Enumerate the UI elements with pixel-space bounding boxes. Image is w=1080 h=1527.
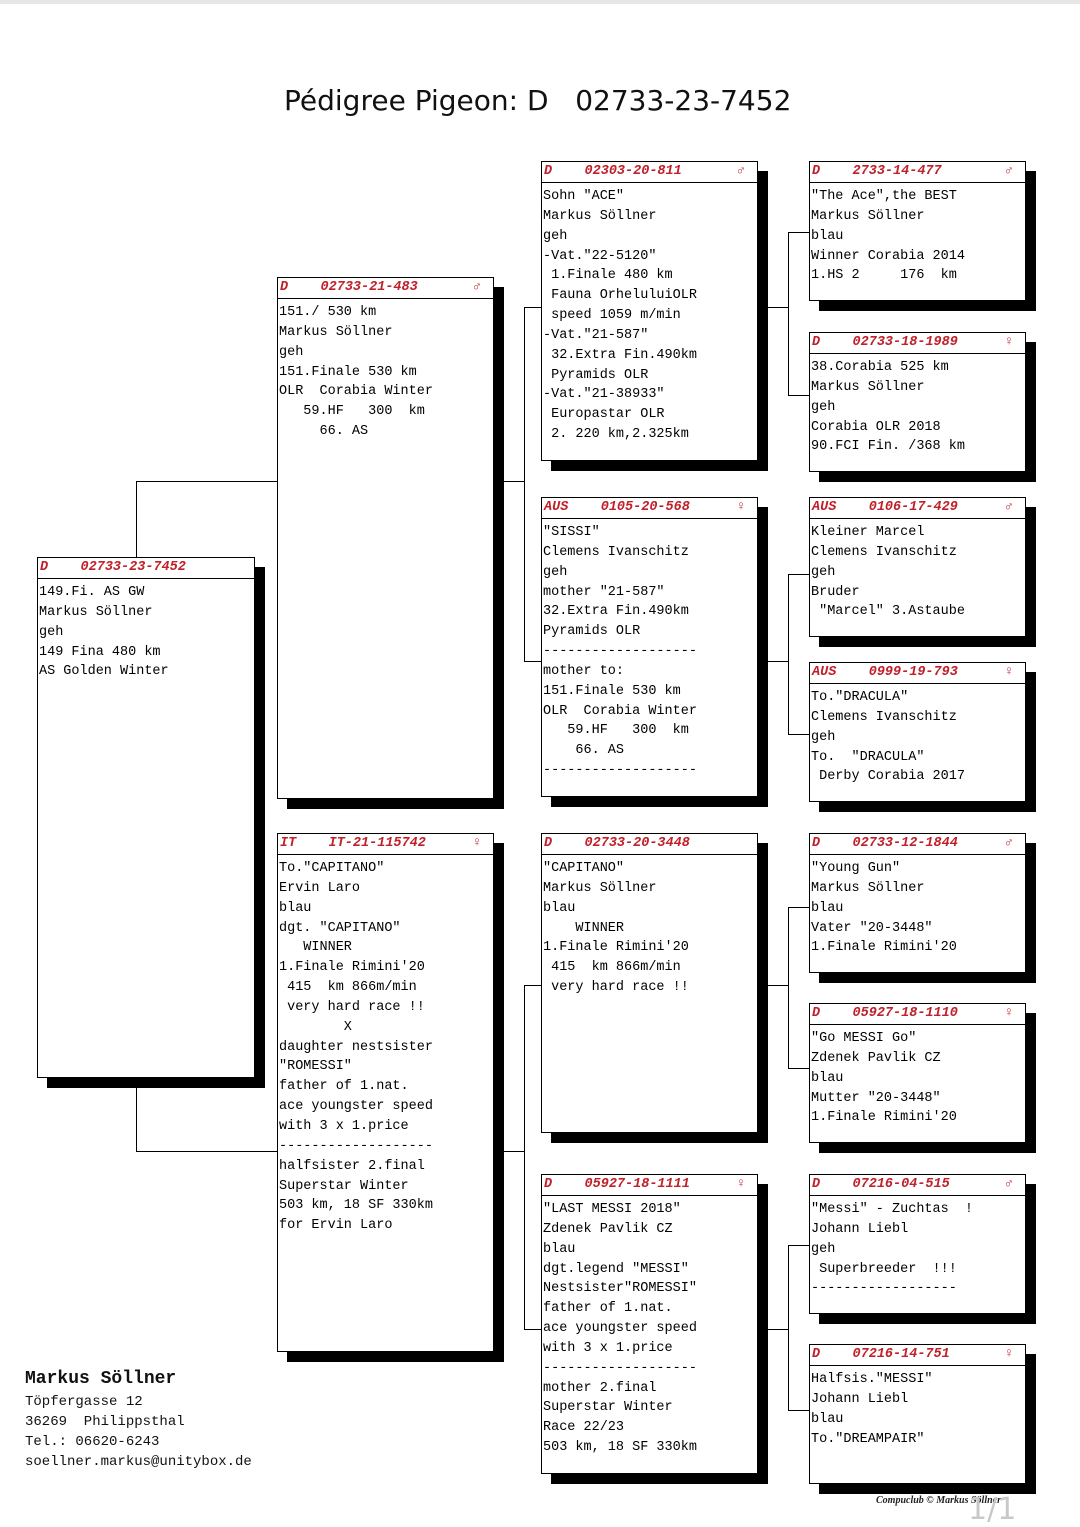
pigeon-card-ancestor xyxy=(809,1003,1026,1143)
card-line: blau xyxy=(811,1411,844,1427)
connector-line xyxy=(524,307,525,662)
connector-line xyxy=(788,574,810,575)
card-line: Race 22/23 xyxy=(543,1420,625,1436)
card-body xyxy=(278,855,493,1236)
connector-line xyxy=(788,232,810,233)
card-line: To."CAPITANO" xyxy=(279,861,385,876)
card-header xyxy=(542,498,757,519)
header-spacer xyxy=(820,1177,852,1192)
female-symbol-icon: ♀ xyxy=(1004,335,1013,350)
card-line: "Marcel" 3.Astaube xyxy=(811,604,965,620)
card-line: Clemens Ivanschitz xyxy=(811,709,957,725)
card-header xyxy=(810,498,1025,519)
pigeon-card-dam-dam xyxy=(541,1174,758,1474)
country-code: D xyxy=(544,1177,553,1192)
card-header xyxy=(278,834,493,855)
female-symbol-icon: ♀ xyxy=(1004,1347,1013,1362)
card-line: WINNER xyxy=(279,940,352,956)
card-line: geh xyxy=(543,228,568,244)
card-line: ------------------- xyxy=(279,1138,433,1154)
card-line: Winner Corabia 2014 xyxy=(811,248,965,264)
card-line: "Messi" - Zuchtas ! xyxy=(811,1202,974,1217)
card-line: geh xyxy=(811,729,836,745)
ring-number: 0106-17-429 xyxy=(868,500,958,515)
card-line: 149.Fi. AS GW xyxy=(39,585,145,600)
card-line: geh xyxy=(543,564,568,580)
page-mark: 1/1 xyxy=(968,1492,1017,1527)
card-line: 503 km, 18 SF 330km xyxy=(279,1198,433,1214)
country-code: D xyxy=(544,836,553,851)
card-header xyxy=(810,162,1025,183)
connector-line xyxy=(788,734,810,735)
card-line: blau xyxy=(279,900,312,916)
card-line: 1.Finale Rimini'20 xyxy=(811,940,957,956)
connector-line xyxy=(524,661,542,662)
card-line: 1.HS 2 176 km xyxy=(811,268,957,284)
ring-number: IT-21-115742 xyxy=(328,836,426,851)
pigeon-card-ancestor xyxy=(809,497,1026,637)
card-line: Derby Corabia 2017 xyxy=(811,769,965,785)
card-line: "SISSI" xyxy=(543,525,600,540)
card-line: To."DRACULA" xyxy=(811,690,909,705)
pigeon-card-subject xyxy=(37,557,255,1078)
card-line: mother 2.final xyxy=(543,1380,657,1396)
card-line: Bruder xyxy=(811,584,860,600)
connector-line xyxy=(502,1151,524,1152)
pigeon-card-dam xyxy=(277,833,494,1352)
card-line: very hard race !! xyxy=(543,980,689,996)
header-spacer xyxy=(836,500,868,515)
male-symbol-icon: ♂ xyxy=(736,164,745,179)
country-code: D xyxy=(40,560,49,575)
header-spacer xyxy=(552,164,584,179)
card-line: Johann Liebl xyxy=(811,1391,909,1407)
card-line: Clemens Ivanschitz xyxy=(811,544,957,560)
card-header xyxy=(810,1004,1025,1025)
card-line: Johann Liebl xyxy=(811,1221,909,1237)
card-line: mother to: xyxy=(543,663,625,679)
card-body xyxy=(810,1196,1025,1299)
card-header xyxy=(810,1345,1025,1366)
connector-line xyxy=(788,232,789,396)
country-code: AUS xyxy=(812,665,837,680)
card-line: 66. AS xyxy=(279,424,369,440)
card-line: geh xyxy=(811,399,836,415)
female-symbol-icon: ♀ xyxy=(1004,1006,1013,1021)
ring-number: 07216-14-751 xyxy=(852,1347,950,1362)
pigeon-card-ancestor xyxy=(809,161,1026,301)
connector-line xyxy=(524,985,542,986)
card-line: Markus Söllner xyxy=(543,880,657,896)
card-line: 151.Finale 530 km xyxy=(543,683,681,699)
card-line: Markus Söllner xyxy=(811,208,925,224)
card-line: with 3 x 1.price xyxy=(279,1118,409,1134)
card-line: mother "21-587" xyxy=(543,584,665,600)
card-line: ------------------- xyxy=(543,644,697,660)
header-spacer xyxy=(552,836,584,851)
ring-number: 02733-18-1989 xyxy=(852,335,958,350)
header-spacer xyxy=(820,1006,852,1021)
card-line: 2. 220 km,2.325km xyxy=(543,427,689,443)
card-line: Mutter "20-3448" xyxy=(811,1090,941,1106)
owner-city: 36269 Philippsthal xyxy=(25,1414,185,1430)
pigeon-card-sire-sire xyxy=(541,161,758,461)
card-header xyxy=(810,834,1025,855)
card-body xyxy=(810,855,1025,958)
card-header xyxy=(810,663,1025,684)
card-line: 1.Finale Rimini'20 xyxy=(811,1110,957,1126)
connector-line xyxy=(136,481,137,558)
card-line: "Go MESSI Go" xyxy=(811,1031,917,1046)
card-line: AS Golden Winter xyxy=(39,664,169,680)
country-code: AUS xyxy=(812,500,837,515)
card-line: To. "DRACULA" xyxy=(811,749,925,765)
header-spacer xyxy=(820,1347,852,1362)
ring-number: 05927-18-1111 xyxy=(584,1177,690,1192)
card-header xyxy=(542,834,757,855)
card-line: 149 Fina 480 km xyxy=(39,644,161,660)
connector-line xyxy=(788,907,810,908)
connector-line xyxy=(788,395,810,396)
card-line: OLR Corabia Winter xyxy=(543,703,697,719)
connector-line xyxy=(502,481,524,482)
card-line: father of 1.nat. xyxy=(543,1301,673,1317)
card-header xyxy=(810,333,1025,354)
card-line: Markus Söllner xyxy=(39,604,153,620)
card-line: 1.Finale Rimini'20 xyxy=(543,940,689,956)
card-line: blau xyxy=(811,228,844,244)
card-line: 503 km, 18 SF 330km xyxy=(543,1440,697,1456)
card-header xyxy=(810,1175,1025,1196)
card-line: ------------------- xyxy=(543,763,697,779)
connector-line xyxy=(788,907,789,1069)
card-line: Markus Söllner xyxy=(811,379,925,395)
card-line: Superstar Winter xyxy=(279,1178,409,1194)
card-line: 32.Extra Fin.490km xyxy=(543,347,697,363)
pigeon-card-sire xyxy=(277,277,494,799)
card-body xyxy=(810,1025,1025,1128)
card-line: ------------------ xyxy=(811,1281,957,1297)
top-edge xyxy=(0,0,1080,4)
card-body xyxy=(810,519,1025,622)
card-body xyxy=(278,299,493,442)
country-code: AUS xyxy=(544,500,569,515)
card-line: -Vat."21-587" xyxy=(543,327,649,343)
card-line: Zdenek Pavlik CZ xyxy=(811,1050,941,1066)
card-line: ace youngster speed xyxy=(543,1321,697,1337)
card-line: 151.Finale 530 km xyxy=(279,364,417,380)
female-symbol-icon: ♀ xyxy=(736,1177,745,1192)
country-code: IT xyxy=(280,836,297,851)
card-body xyxy=(810,183,1025,286)
card-body xyxy=(542,1196,757,1458)
male-symbol-icon: ♂ xyxy=(1004,500,1013,515)
card-line: Zdenek Pavlik CZ xyxy=(543,1221,673,1237)
connector-line xyxy=(524,1329,542,1330)
owner-name: Markus Söllner xyxy=(25,1369,177,1389)
male-symbol-icon: ♂ xyxy=(1004,164,1013,179)
owner-address xyxy=(25,1366,252,1472)
card-line: "The Ace",the BEST xyxy=(811,189,957,204)
card-line: "CAPITANO" xyxy=(543,861,625,876)
card-line: Corabia OLR 2018 xyxy=(811,419,941,435)
card-line: Markus Söllner xyxy=(543,208,657,224)
card-line: halfsister 2.final xyxy=(279,1158,425,1174)
card-line: 59.HF 300 km xyxy=(543,723,689,739)
card-line: very hard race !! xyxy=(279,999,425,1015)
card-line: daughter nestsister xyxy=(279,1039,433,1055)
country-code: D xyxy=(812,1177,821,1192)
ring-number: 02733-12-1844 xyxy=(852,836,958,851)
card-line: Pyramids OLR xyxy=(543,367,649,383)
page-title: Pédigree Pigeon: D 02733-23-7452 xyxy=(284,84,792,117)
pigeon-card-ancestor xyxy=(809,1174,1026,1314)
card-body xyxy=(542,183,757,445)
card-line: 90.FCI Fin. /368 km xyxy=(811,439,965,455)
ring-number: 0999-19-793 xyxy=(868,665,958,680)
card-body xyxy=(38,579,254,682)
card-line: Markus Söllner xyxy=(811,880,925,896)
card-line: ------------------- xyxy=(543,1360,697,1376)
card-line: Pyramids OLR xyxy=(543,624,641,640)
card-line: Europastar OLR xyxy=(543,407,665,423)
card-line: 415 km 866m/min xyxy=(543,960,681,976)
card-line: "LAST MESSI 2018" xyxy=(543,1202,681,1217)
header-spacer xyxy=(296,836,328,851)
connector-line xyxy=(788,1410,810,1411)
footer-credit: Compuclub © Markus Söllner xyxy=(876,1495,1002,1506)
card-line: father of 1.nat. xyxy=(279,1079,409,1095)
country-code: D xyxy=(812,836,821,851)
female-symbol-icon: ♀ xyxy=(472,836,481,851)
pigeon-card-sire-dam xyxy=(541,497,758,797)
card-line: 59.HF 300 km xyxy=(279,404,425,420)
card-line: geh xyxy=(279,344,304,360)
owner-street: Töpfergasse 12 xyxy=(25,1394,143,1410)
connector-line xyxy=(136,481,278,482)
card-line: for Ervin Laro xyxy=(279,1218,393,1234)
connector-line xyxy=(788,574,789,735)
header-spacer xyxy=(820,335,852,350)
header-spacer xyxy=(288,280,320,295)
card-header xyxy=(278,278,493,299)
card-line: OLR Corabia Winter xyxy=(279,384,433,400)
card-body xyxy=(542,855,757,998)
header-spacer xyxy=(820,836,852,851)
female-symbol-icon: ♀ xyxy=(1004,665,1013,680)
card-line: To."DREAMPAIR" xyxy=(811,1431,925,1447)
owner-phone: Tel.: 06620-6243 xyxy=(25,1434,160,1450)
pigeon-card-ancestor xyxy=(809,1344,1026,1484)
card-line: Nestsister"ROMESSI" xyxy=(543,1281,697,1297)
card-line: geh xyxy=(39,624,64,640)
card-line: Superbreeder !!! xyxy=(811,1261,957,1277)
male-symbol-icon: ♂ xyxy=(1004,836,1013,851)
card-line: with 3 x 1.price xyxy=(543,1340,673,1356)
ring-number: 02733-23-7452 xyxy=(80,560,186,575)
card-line: Sohn "ACE" xyxy=(543,189,625,204)
card-line: 38.Corabia 525 km xyxy=(811,360,949,375)
ring-number: 02303-20-811 xyxy=(584,164,682,179)
card-line: dgt.legend "MESSI" xyxy=(543,1261,689,1277)
connector-line xyxy=(766,661,788,662)
connector-line xyxy=(788,1068,810,1069)
connector-line xyxy=(136,1087,137,1152)
connector-line xyxy=(524,307,542,308)
country-code: D xyxy=(812,164,821,179)
card-line: dgt. "CAPITANO" xyxy=(279,920,401,936)
country-code: D xyxy=(812,1347,821,1362)
ring-number: 02733-20-3448 xyxy=(584,836,690,851)
card-header xyxy=(38,558,254,579)
card-line: speed 1059 m/min xyxy=(543,308,681,324)
card-line: Kleiner Marcel xyxy=(811,525,925,540)
pigeon-card-dam-sire xyxy=(541,833,758,1133)
card-line: Vater "20-3448" xyxy=(811,920,933,936)
card-line: 1.Finale Rimini'20 xyxy=(279,960,425,976)
card-line: -Vat."21-38933" xyxy=(543,387,665,403)
header-spacer xyxy=(568,500,600,515)
card-line: 151./ 530 km xyxy=(279,305,377,320)
ring-number: 2733-14-477 xyxy=(852,164,942,179)
male-symbol-icon: ♂ xyxy=(472,280,481,295)
connector-line xyxy=(766,985,788,986)
female-symbol-icon: ♀ xyxy=(736,500,745,515)
card-line: geh xyxy=(811,1241,836,1257)
owner-email[interactable]: soellner.markus@unitybox.de xyxy=(25,1454,252,1470)
ring-number: 02733-21-483 xyxy=(320,280,418,295)
country-code: D xyxy=(812,1006,821,1021)
header-spacer xyxy=(48,560,80,575)
card-body xyxy=(810,354,1025,457)
card-line: WINNER xyxy=(543,920,625,936)
connector-line xyxy=(766,1329,788,1330)
connector-line xyxy=(788,1245,810,1246)
ring-number: 07216-04-515 xyxy=(852,1177,950,1192)
country-code: D xyxy=(544,164,553,179)
card-line: blau xyxy=(543,1241,576,1257)
card-line: 1.Finale 480 km xyxy=(543,268,673,284)
ring-number: 05927-18-1110 xyxy=(852,1006,958,1021)
country-code: D xyxy=(280,280,289,295)
card-line: blau xyxy=(543,900,576,916)
pigeon-card-ancestor xyxy=(809,332,1026,472)
connector-line xyxy=(788,1245,789,1411)
card-line: Fauna OrheluluiOLR xyxy=(543,288,697,304)
connector-line xyxy=(524,985,525,1330)
card-line: X xyxy=(279,1019,352,1035)
card-line: 415 km 866m/min xyxy=(279,980,417,996)
connector-line xyxy=(766,307,788,308)
pigeon-card-ancestor xyxy=(809,833,1026,973)
header-spacer xyxy=(836,665,868,680)
card-line: Clemens Ivanschitz xyxy=(543,544,689,560)
card-line: geh xyxy=(811,564,836,580)
card-line: Ervin Laro xyxy=(279,880,361,896)
connector-line xyxy=(136,1151,278,1152)
card-line: 66. AS xyxy=(543,743,625,759)
pigeon-card-ancestor xyxy=(809,662,1026,802)
ring-number: 0105-20-568 xyxy=(600,500,690,515)
card-line: blau xyxy=(811,1070,844,1086)
card-line: -Vat."22-5120" xyxy=(543,248,657,264)
card-line: Superstar Winter xyxy=(543,1400,673,1416)
card-header xyxy=(542,162,757,183)
card-line: blau xyxy=(811,900,844,916)
card-line: "Young Gun" xyxy=(811,861,901,876)
card-line: 32.Extra Fin.490km xyxy=(543,604,689,620)
header-spacer xyxy=(552,1177,584,1192)
male-symbol-icon: ♂ xyxy=(1004,1177,1013,1192)
card-body xyxy=(810,1366,1025,1449)
card-line: ace youngster speed xyxy=(279,1099,433,1115)
card-header xyxy=(542,1175,757,1196)
header-spacer xyxy=(820,164,852,179)
card-body xyxy=(810,684,1025,787)
card-body xyxy=(542,519,757,781)
country-code: D xyxy=(812,335,821,350)
card-line: "ROMESSI" xyxy=(279,1059,352,1075)
card-line: Markus Söllner xyxy=(279,324,393,340)
card-line: Halfsis."MESSI" xyxy=(811,1372,933,1387)
